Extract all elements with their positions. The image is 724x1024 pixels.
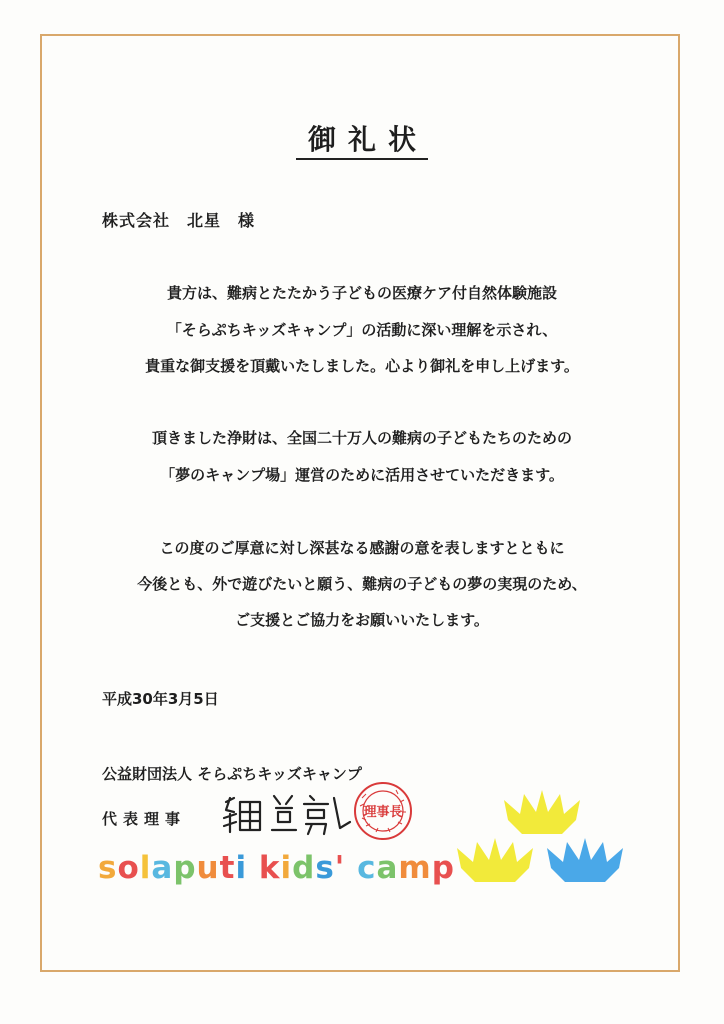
logo-letter: o [117, 850, 140, 886]
logo-letter: a [151, 850, 174, 886]
organization-logo-text [98, 850, 455, 886]
logo-letter: t [219, 850, 236, 886]
seal-text: 理事長 [363, 805, 403, 820]
logo-letter: k [258, 850, 281, 886]
body-line: 今後とも、外で遊びたいと願う、難病の子どもの夢の実現のため、 [137, 575, 587, 593]
body-line: 貴重な御支援を頂戴いたしました。心より御礼を申し上げます。 [145, 357, 579, 375]
logo-letter [345, 850, 357, 886]
body-line: 「夢のキャンプ場」運営のために活用させていただきます。 [160, 466, 564, 484]
logo-letter [247, 850, 259, 886]
handwritten-signature [220, 788, 355, 838]
logo-letter: ' [334, 850, 346, 886]
representative-title: 代表理事 [102, 810, 187, 828]
body-line: 貴方は、難病とたたかう子どもの医療ケア付自然体験施設 [166, 284, 557, 302]
logo-letter: p [173, 850, 197, 886]
logo-letter: i [235, 850, 248, 886]
blue-crown-icon [545, 838, 625, 886]
logo-letter: p [431, 850, 455, 886]
logo-letter: d [292, 850, 316, 886]
official-seal [352, 780, 414, 842]
logo-letter: l [139, 850, 152, 886]
date: 平成30年3月5日 [102, 690, 219, 708]
yellow-crown-icon [455, 838, 535, 886]
body-line: 頂きました浄財は、全国二十万人の難病の子どもたちのための [151, 429, 572, 447]
logo-letter: s [315, 850, 335, 886]
yellow-crown-icon [502, 790, 582, 838]
document-title: 御礼状 [0, 118, 724, 158]
logo-letter: m [398, 850, 432, 886]
logo-letter: c [357, 850, 377, 886]
recipient: 株式会社 北星 様 [102, 211, 256, 230]
logo-letter: u [196, 850, 220, 886]
logo-letter: s [98, 850, 118, 886]
body-line: この度のご厚意に対し深甚なる感謝の意を表しますとともに [159, 539, 565, 557]
organization-name: 公益財団法人 そらぷちキッズキャンプ [102, 765, 362, 783]
body-line: 「そらぷちキッズキャンプ」の活動に深い理解を示され、 [166, 321, 558, 339]
logo-letter: i [280, 850, 293, 886]
logo-letter: a [376, 850, 399, 886]
body-line: ご支援とご協力をお願いいたします。 [235, 611, 489, 629]
